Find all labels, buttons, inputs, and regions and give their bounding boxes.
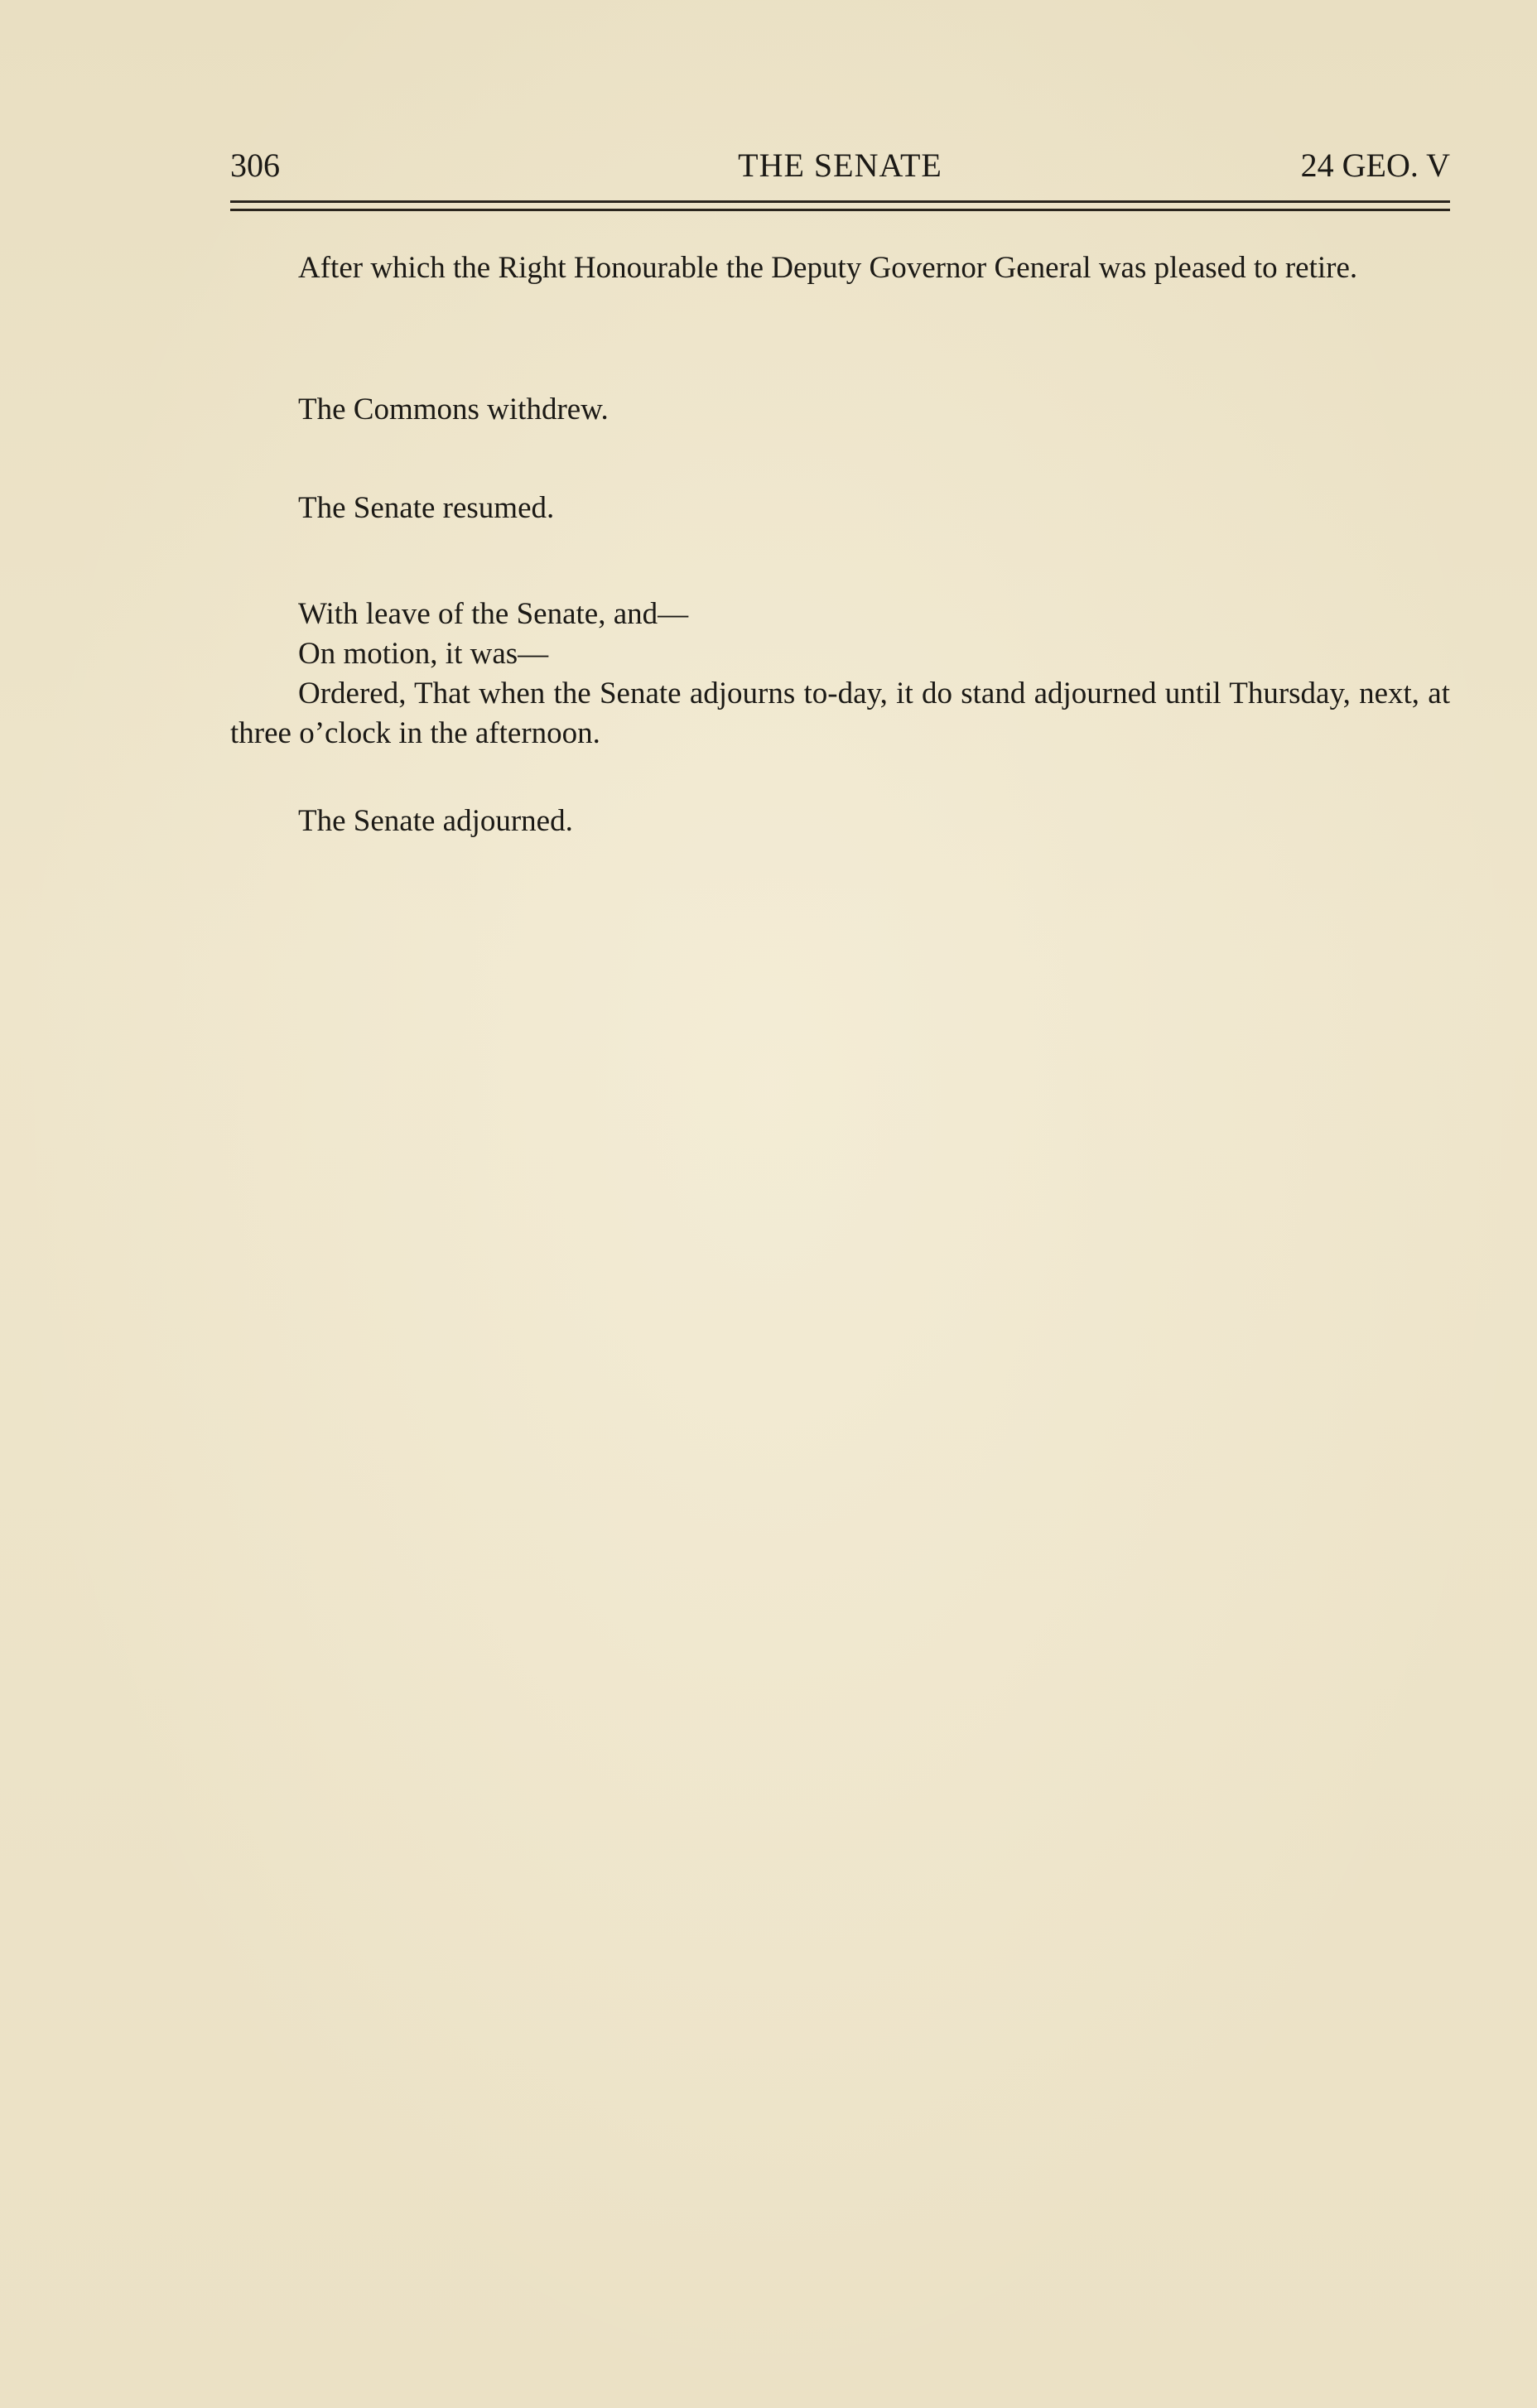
regnal-year: 24 GEO. V (1300, 147, 1450, 184)
adjourned-text: The Senate adjourned. (298, 804, 573, 838)
header-rule-bottom (230, 209, 1450, 211)
header-rule-top (230, 200, 1450, 203)
retire-text: After which the Right Honourable the Deputy Governor General was pleased to retire. (298, 251, 1358, 285)
adjourned-paragraph (230, 802, 1450, 841)
page-header (230, 141, 1450, 190)
motion-text: On motion, it was— (298, 637, 549, 671)
leave-text: With leave of the Senate, and— (298, 597, 689, 631)
retire-paragraph (230, 248, 1450, 288)
order-block (230, 595, 1450, 754)
running-title: THE SENATE (738, 147, 942, 184)
resumed-paragraph (230, 489, 1450, 528)
resumed-text: The Senate resumed. (298, 491, 555, 525)
page-number: 306 (230, 147, 280, 184)
commons-text: The Commons withdrew. (298, 393, 609, 426)
ordered-text: Ordered, That when the Senate adjourns to-day, it do stand adjourned until Thursday, next, at three o’clock in the afternoon. (230, 677, 1450, 750)
commons-paragraph (230, 390, 1450, 430)
